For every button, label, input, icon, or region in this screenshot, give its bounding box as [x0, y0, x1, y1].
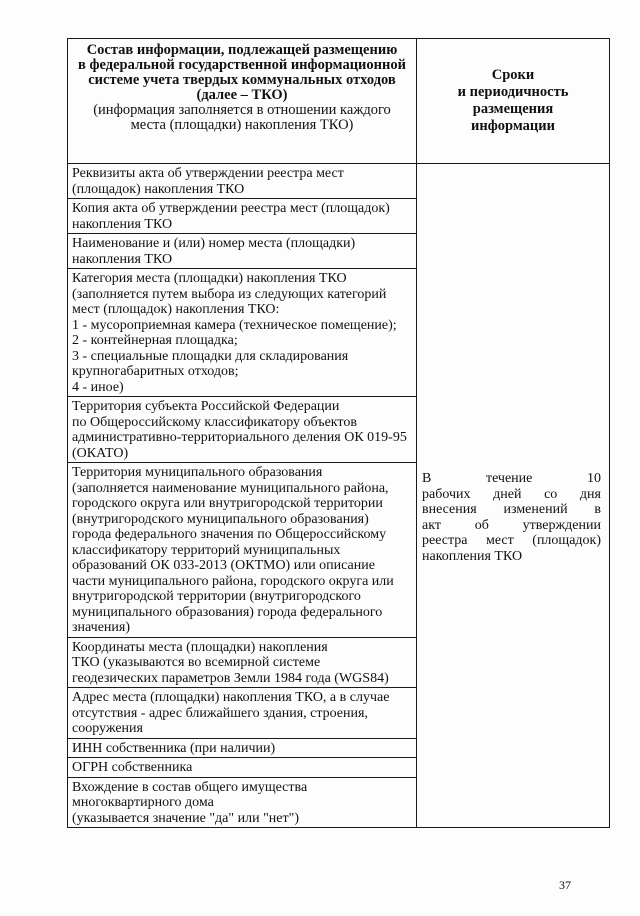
period-line: рабочих дней со дня — [422, 486, 601, 502]
row-text-line: Копия акта об утверждении реестра мест (площадок) — [72, 201, 390, 216]
row-act-copy — [68, 199, 417, 234]
row-text-line: 1 - мусороприемная камера (техническое помещение); — [72, 317, 397, 333]
header-period-cell — [417, 39, 610, 164]
row-text-line: (внутригородского муниципального образования) — [72, 511, 369, 527]
row-text-line: Категория места (площадки) накопления ТКО — [72, 271, 347, 286]
row-owner-inn — [68, 738, 417, 758]
row-common-property — [68, 777, 417, 828]
row-text-line: (площадок) накопления ТКО — [72, 181, 245, 197]
row-site-name — [68, 234, 417, 269]
row-text-line: Адрес места (площадки) накопления ТКО, а в случае — [72, 690, 390, 705]
header-period-line: и периодичность — [457, 84, 569, 100]
row-text-line: Наименование и (или) номер места (площадки) — [72, 236, 356, 251]
row-coordinates — [68, 637, 417, 688]
period-line: реестра мест (площадок) — [422, 533, 601, 548]
row-text-line: города федерального значения по Общероссийскому — [72, 527, 387, 542]
header-note-line: места (площадки) накопления ТКО) — [130, 117, 354, 133]
header-title-line: в федеральной государственной информационной — [78, 57, 406, 73]
row-owner-ogrn — [68, 758, 417, 778]
header-period-line: информации — [471, 118, 555, 134]
row-text-line: Территория субъекта Российской Федерации — [72, 399, 340, 414]
period-line: накопления ТКО — [422, 548, 523, 564]
period-line: В течение 10 — [422, 471, 601, 486]
header-row — [68, 39, 610, 164]
row-act-requisites — [68, 164, 417, 199]
row-text-line: ИНН собственника (при наличии) — [72, 740, 276, 756]
row-text-line: образований ОК 033-2013 (ОКТМО) или описание — [72, 558, 375, 573]
row-text-line: ТКО (указываются во всемирной системе — [72, 655, 321, 670]
table-row — [68, 164, 610, 199]
row-subject-territory — [68, 397, 417, 463]
row-text-line: по Общероссийскому классификатору объектов — [72, 414, 357, 430]
row-text-line: городского округа или внутригородской территории — [72, 496, 383, 511]
row-text-line: административно-территориального деления ОК 019-95 — [72, 430, 407, 445]
row-text-line: (указывается значение "да" или "нет") — [72, 810, 299, 826]
header-note-line: (информация заполняется в отношении каждого — [93, 102, 391, 118]
info-table — [67, 38, 610, 828]
row-text-line: классификатору территорий муниципальных — [72, 542, 341, 558]
row-text-line: накопления ТКО — [72, 251, 173, 267]
row-text-line: части муниципального района, городского округа или — [72, 573, 394, 589]
row-text-line: мест (площадок) накопления ТКО: — [72, 302, 280, 317]
row-text-line: 2 - контейнерная площадка; — [72, 333, 238, 348]
header-title-line: Состав информации, подлежащей размещению — [86, 42, 398, 58]
row-text-line: сооружения — [72, 721, 143, 736]
period-line: акт об утверждении — [422, 517, 601, 533]
header-title-line: системе учета твердых коммунальных отходов — [88, 72, 396, 88]
row-text-line: (заполняется путем выбора из следующих категорий — [72, 286, 387, 302]
period-cell — [417, 164, 610, 828]
row-text-line: Реквизиты акта об утверждении реестра мест — [72, 166, 344, 181]
row-text-line: накопления ТКО — [72, 216, 173, 232]
header-composition-cell — [68, 39, 417, 164]
period-text — [422, 471, 601, 564]
row-text-line: 3 - специальные площадки для складирования — [72, 348, 349, 364]
row-text-line: отсутствия - адрес ближайшего здания, строения, — [72, 705, 368, 721]
row-text-line: муниципального образования) города федерального — [72, 604, 383, 620]
row-text-line: многоквартирного дома — [72, 795, 214, 810]
row-site-category — [68, 269, 417, 397]
row-text-line: Территория муниципального образования — [72, 465, 323, 480]
period-line: внесения изменений в — [422, 502, 601, 517]
row-text-line: Координаты места (площадки) накопления — [72, 639, 328, 655]
row-text-line: Вхождение в состав общего имущества — [72, 779, 308, 795]
row-text-line: (заполняется наименование муниципального района, — [72, 480, 389, 496]
row-text-line: внутригородской территории (внутригородского — [72, 589, 361, 604]
row-text-line: (ОКАТО) — [72, 445, 129, 461]
row-municipal-territory — [68, 463, 417, 638]
page-number: 37 — [559, 878, 571, 892]
row-address — [68, 688, 417, 739]
row-text-line: крупногабаритных отходов; — [72, 364, 239, 379]
header-period-line: Сроки — [491, 67, 535, 83]
header-title-line: (далее – ТКО) — [196, 87, 288, 103]
row-text-line: ОГРН собственника — [72, 760, 193, 775]
row-text-line: значения) — [72, 620, 131, 635]
row-text-line: 4 - иное) — [72, 379, 124, 395]
header-period-line: размещения — [472, 101, 554, 117]
row-text-line: геодезических параметров Земли 1984 года (WGS84) — [72, 670, 389, 686]
